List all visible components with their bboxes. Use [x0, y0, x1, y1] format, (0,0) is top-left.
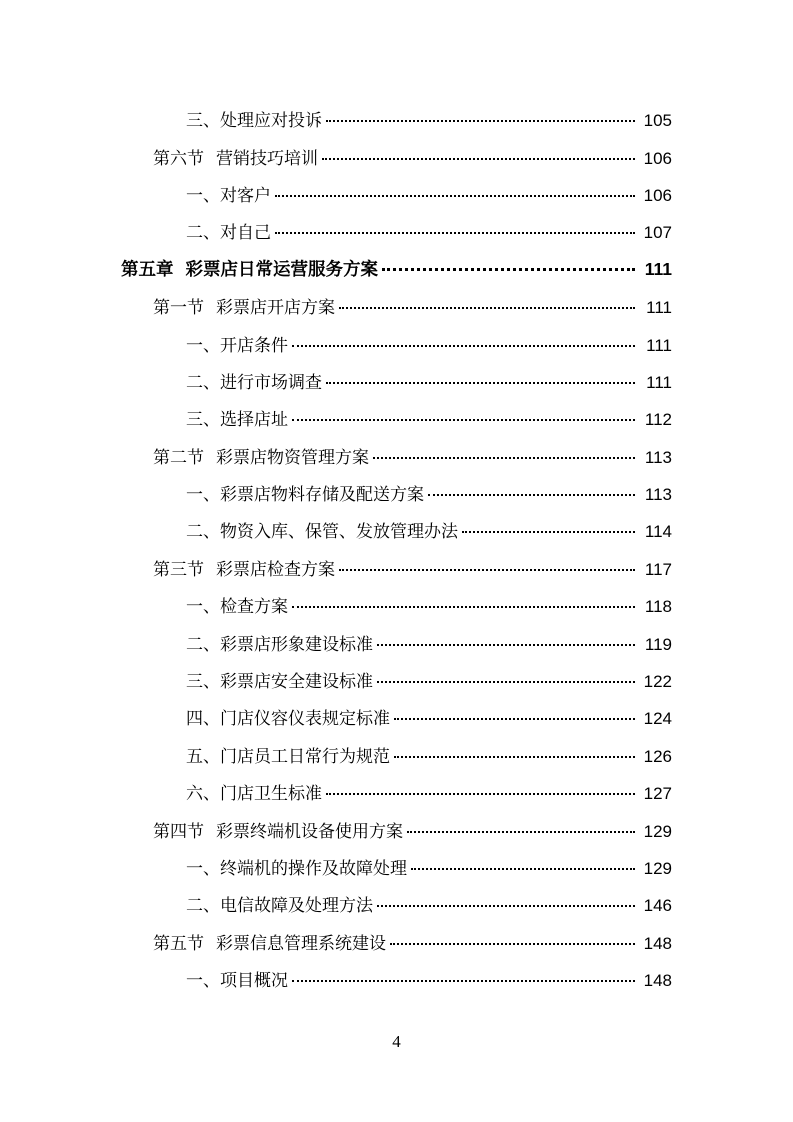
toc-dot-leader: [326, 382, 635, 384]
toc-entry-page: 124: [643, 709, 672, 729]
toc-entry-title: 物资入库、保管、发放管理办法: [220, 522, 458, 543]
toc-dot-leader: [275, 232, 635, 234]
toc-entry-title: 彩票店开店方案: [216, 298, 335, 319]
toc-entry-page: 111: [646, 372, 672, 392]
toc-entry-title: 进行市场调查: [220, 372, 322, 393]
toc-entry-number: 三、: [186, 111, 220, 132]
toc-entry-title: 门店员工日常行为规范: [220, 746, 390, 767]
toc-entry-title: 彩票店物资管理方案: [216, 447, 369, 468]
toc-entry-title: 彩票店安全建设标准: [220, 672, 373, 693]
toc-entry-page: 129: [643, 821, 672, 841]
toc-subsection-entry[interactable]: [0, 960, 793, 997]
toc-dot-leader: [326, 120, 635, 122]
toc-entry-number: 三、: [186, 672, 220, 693]
toc-entry-number: 一、: [186, 485, 220, 506]
toc-entry-title: 终端机的操作及故障处理: [220, 859, 407, 879]
page-number: 4: [392, 1032, 401, 1051]
toc-dot-leader: [322, 158, 635, 160]
toc-entry-title: 开店条件: [220, 335, 288, 356]
toc-entry-number: 一、: [186, 597, 220, 618]
toc-entry-page: 148: [643, 971, 672, 991]
toc-entry-number: 六、: [186, 784, 220, 805]
toc-entry-number: 第一节: [153, 298, 204, 319]
toc-subsection-entry[interactable]: [0, 474, 793, 511]
toc-entry-page: 106: [643, 185, 672, 205]
toc-entry-page: 114: [644, 522, 672, 542]
toc-entry-page: 127: [643, 784, 672, 804]
toc-entry-number: 三、: [186, 410, 220, 431]
toc-dot-leader: [292, 980, 635, 982]
toc-dot-leader: [339, 307, 635, 309]
toc-entry-title: 对客户: [220, 185, 271, 206]
toc-section-entry[interactable]: [0, 549, 793, 586]
toc-entry-page: 126: [643, 746, 672, 766]
toc-entry-number: 二、: [186, 634, 220, 655]
toc-entry-title: 彩票信息管理系统建设: [216, 933, 386, 954]
toc-entry-page: 119: [644, 634, 672, 654]
toc-dot-leader: [377, 644, 635, 646]
toc-entry-number: 五、: [186, 746, 220, 767]
toc-entry-page: 107: [643, 223, 672, 243]
toc-subsection-entry[interactable]: [0, 623, 793, 660]
toc-subsection-entry[interactable]: [0, 100, 793, 137]
toc-entry-page: 122: [643, 672, 672, 692]
toc-entry-page: 112: [644, 410, 672, 430]
toc-entry-title: 检查方案: [220, 597, 288, 618]
toc-entry-page: 111: [646, 335, 672, 355]
toc-entry-page: 146: [643, 896, 672, 916]
toc-entry-number: 一、: [186, 971, 220, 992]
toc-entry-page: 111: [644, 258, 672, 279]
toc-entry-title: 电信故障及处理方法: [220, 896, 373, 917]
toc-entry-title: 彩票终端机设备使用方案: [216, 821, 403, 842]
toc-subsection-entry[interactable]: [0, 736, 793, 773]
toc-dot-leader: [377, 681, 635, 683]
toc-entry-title: 彩票店物料存储及配送方案: [220, 485, 424, 506]
toc-subsection-entry[interactable]: [0, 399, 793, 436]
toc-entry-number: 二、: [186, 896, 220, 917]
toc-entry-page: 106: [643, 148, 672, 168]
toc-entry-page: 113: [644, 447, 672, 467]
toc-subsection-entry[interactable]: [0, 511, 793, 548]
toc-entry-title: 彩票店形象建设标准: [220, 634, 373, 655]
toc-entry-title: 对自己: [220, 223, 271, 244]
toc-subsection-entry[interactable]: [0, 661, 793, 698]
toc-entry-number: 四、: [186, 709, 220, 730]
toc-entry-number: 第三节: [153, 559, 204, 580]
toc-entry-number: 一、: [186, 335, 220, 356]
toc-entry-number: 第五章: [121, 259, 174, 280]
toc-dot-leader: [326, 793, 635, 795]
toc-entry-title: 门店卫生标准: [220, 784, 322, 805]
toc-entry-title: 彩票店日常运营服务方案: [185, 259, 378, 280]
toc-dot-leader: [292, 345, 635, 347]
toc-entry-number: 第五节: [153, 933, 204, 954]
toc-entry-page: 105: [643, 111, 672, 131]
toc-dot-leader: [394, 756, 635, 758]
toc-dot-leader: [407, 831, 635, 833]
toc-section-entry[interactable]: [0, 287, 793, 324]
toc-section-entry[interactable]: [0, 923, 793, 960]
toc-dot-leader: [377, 905, 635, 907]
toc-section-entry[interactable]: [0, 810, 793, 847]
toc-entry-page: 117: [644, 559, 672, 579]
toc-subsection-entry[interactable]: [0, 773, 793, 810]
toc-dot-leader: [339, 569, 635, 571]
toc-dot-leader: [382, 268, 635, 271]
toc-dot-leader: [292, 419, 635, 421]
toc-subsection-entry[interactable]: [0, 848, 793, 885]
toc-dot-leader: [292, 606, 635, 608]
toc-subsection-entry[interactable]: [0, 586, 793, 623]
toc-entry-page: 111: [646, 298, 672, 318]
toc-dot-leader: [462, 531, 635, 533]
toc-dot-leader: [373, 457, 635, 459]
toc-dot-leader: [428, 494, 635, 496]
toc-subsection-entry[interactable]: [0, 212, 793, 249]
toc-dot-leader: [275, 195, 635, 197]
toc-entry-number: 第六节: [153, 148, 204, 169]
toc-entry-title: 处理应对投诉: [220, 111, 322, 132]
toc-dot-leader: [394, 718, 635, 720]
toc-section-entry[interactable]: [0, 437, 793, 474]
toc-subsection-entry[interactable]: [0, 362, 793, 399]
toc-dot-leader: [390, 943, 635, 945]
toc-entry-title: 门店仪容仪表规定标准: [220, 709, 390, 730]
toc-entry-number: 第四节: [153, 821, 204, 842]
toc-entry-page: 148: [643, 933, 672, 953]
toc-chapter-entry[interactable]: [0, 250, 793, 287]
toc-dot-leader: [411, 868, 635, 870]
toc-entry-title: 营销技巧培训: [216, 148, 318, 169]
toc-subsection-entry[interactable]: [0, 698, 793, 735]
toc-entry-number: 二、: [186, 522, 220, 543]
toc-entry-number: 第二节: [153, 447, 204, 468]
toc-subsection-entry[interactable]: [0, 885, 793, 922]
toc-entry-page: 113: [644, 485, 672, 505]
toc-section-entry[interactable]: [0, 137, 793, 174]
toc-subsection-entry[interactable]: [0, 175, 793, 212]
table-of-contents: [0, 100, 793, 997]
toc-entry-title: 彩票店检查方案: [216, 559, 335, 580]
toc-entry-number: 二、: [186, 223, 220, 244]
toc-entry-number: 一、: [186, 185, 220, 206]
toc-entry-page: 129: [643, 859, 672, 878]
toc-entry-title: 项目概况: [220, 971, 288, 992]
toc-subsection-entry[interactable]: [0, 324, 793, 361]
toc-entry-number: 一、: [186, 859, 220, 879]
toc-entry-page: 118: [644, 597, 672, 617]
toc-entry-number: 二、: [186, 372, 220, 393]
toc-entry-title: 选择店址: [220, 410, 288, 431]
